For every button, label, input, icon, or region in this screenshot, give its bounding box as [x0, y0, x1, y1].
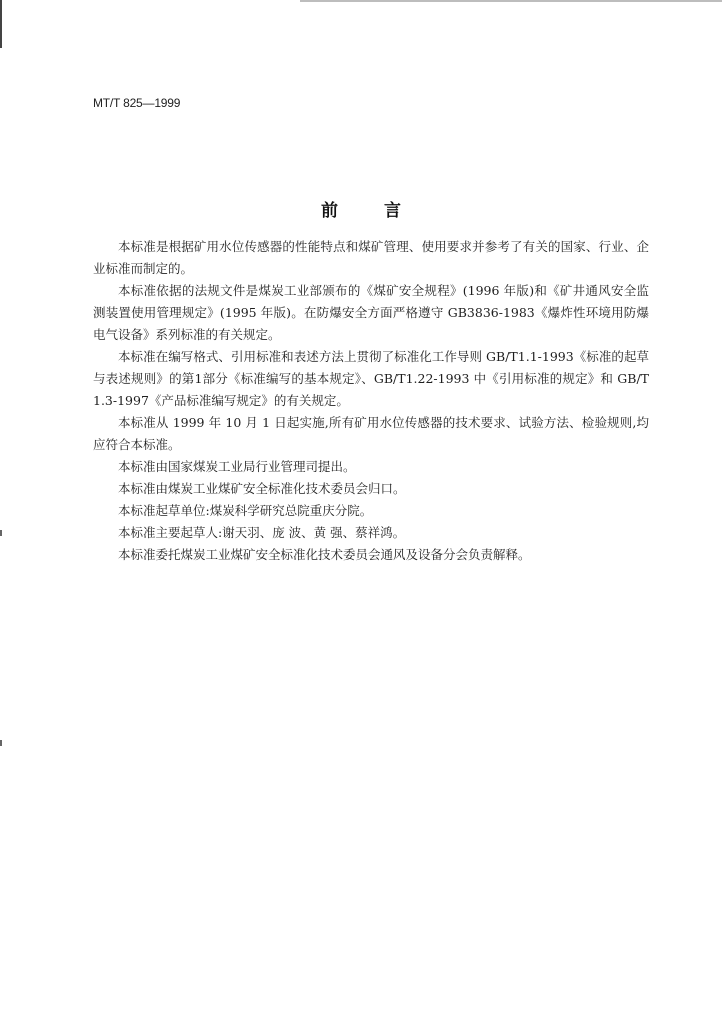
scan-edge-line	[300, 0, 722, 2]
paragraph-regulations: 本标准依据的法规文件是煤炭工业部颁布的《煤矿安全规程》(1996 年版)和《矿井通风安全监测装置使用管理规定》(1995 年版)。在防爆安全方面严格遵守 GB3836-1983《爆炸性环境用防爆电气设备》系列标准的有关规定。	[93, 283, 649, 342]
title-char-2: 言	[384, 201, 401, 221]
scan-edge-dot	[0, 530, 2, 536]
paragraph-effective-date: 本标准从 1999 年 10 月 1 日起实施,所有矿用水位传感器的技术要求、试验方法、检验规则,均应符合本标准。	[93, 415, 649, 452]
paragraph-basis: 本标准是根据矿用水位传感器的性能特点和煤矿管理、使用要求并参考了有关的国家、行业、企业标准而制定的。	[93, 239, 649, 276]
standard-code: MT/T 825—1999	[93, 96, 181, 110]
paragraph-drafters: 本标准主要起草人:谢天羽、庞 波、黄 强、蔡祥鸿。	[118, 525, 406, 540]
paragraph-interpretation: 本标准委托煤炭工业煤矿安全标准化技术委员会通风及设备分会负责解释。	[118, 547, 531, 562]
foreword-body	[93, 236, 649, 566]
paragraph-proposer: 本标准由国家煤炭工业局行业管理司提出。	[118, 459, 356, 474]
scan-edge-mark	[0, 0, 2, 48]
paragraph-format: 本标准在编写格式、引用标准和表述方法上贯彻了标准化工作导则 GB/T1.1-1993《标准的起草与表述规则》的第1部分《标准编写的基本规定》、GB/T1.22-1993 中《引用标准的规定》和 GB/T1.3-1997《产品标准编写规定》的有关规定。	[93, 349, 649, 408]
scan-edge-dot	[0, 740, 2, 746]
paragraph-drafting-unit: 本标准起草单位:煤炭科学研究总院重庆分院。	[118, 503, 373, 518]
page-title	[0, 196, 722, 221]
paragraph-centralized: 本标准由煤炭工业煤矿安全标准化技术委员会归口。	[118, 481, 406, 496]
title-char-1: 前	[321, 201, 338, 221]
